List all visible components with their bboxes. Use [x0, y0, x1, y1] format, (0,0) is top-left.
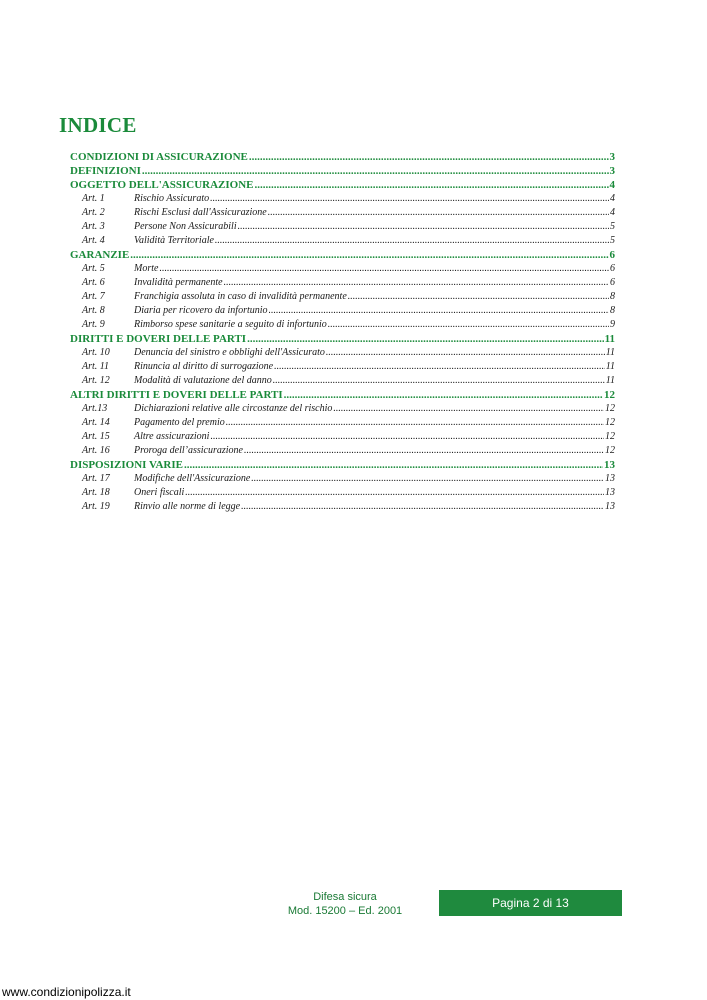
toc-dot-leader [185, 487, 604, 498]
table-of-contents [70, 151, 615, 515]
toc-page-number: 5 [610, 221, 615, 232]
toc-article-number: Art. 19 [82, 501, 110, 512]
toc-article-number: Art. 5 [82, 263, 105, 274]
toc-dot-leader [255, 179, 609, 191]
toc-dot-leader [273, 375, 605, 386]
toc-article-entry[interactable] [70, 221, 615, 235]
toc-dot-leader [244, 445, 604, 456]
toc-dot-leader [268, 207, 609, 218]
toc-article-number: Art. 8 [82, 305, 105, 316]
toc-dot-leader [238, 221, 609, 232]
toc-article-entry[interactable] [70, 305, 615, 319]
toc-entry-title: Rischi Esclusi dall'Assicurazione [134, 207, 267, 218]
page-number-label: Pagina 2 di 13 [492, 896, 569, 910]
toc-entry-title: DIRITTI E DOVERI DELLE PARTI [70, 333, 247, 345]
toc-section-entry[interactable] [70, 459, 615, 473]
toc-article-entry[interactable] [70, 361, 615, 375]
toc-page-number: 5 [610, 235, 615, 246]
toc-entry-title: Denuncia del sinistro e obblighi dell'Assicurato [134, 347, 325, 358]
toc-article-number: Art. 3 [82, 221, 105, 232]
toc-dot-leader [210, 431, 604, 442]
toc-entry-title: Modalità di valutazione del danno [134, 375, 272, 386]
toc-entry-title: Rinvio alle norme di legge [134, 501, 241, 512]
toc-article-number: Art. 12 [82, 375, 110, 386]
toc-entry-title: Modifiche dell'Assicurazione [134, 473, 251, 484]
toc-page-number: 4 [609, 179, 615, 191]
toc-article-number: Art. 18 [82, 487, 110, 498]
page-title: INDICE [59, 113, 137, 137]
toc-page-number: 12 [604, 389, 615, 401]
toc-entry-title: Rimborso spese sanitarie a seguito di infortunio [134, 319, 327, 330]
toc-article-entry[interactable] [70, 445, 615, 459]
toc-entry-title: DISPOSIZIONI VARIE [70, 459, 183, 471]
toc-dot-leader [241, 501, 604, 512]
toc-entry-title: Franchigia assoluta in caso di invalidità permanente [134, 291, 347, 302]
toc-entry-title: ALTRI DIRITTI E DOVERI DELLE PARTI [70, 389, 283, 401]
toc-page-number: 11 [605, 375, 615, 386]
toc-page-number: 13 [605, 487, 615, 498]
toc-dot-leader [328, 319, 609, 330]
toc-page-number: 12 [605, 417, 615, 428]
toc-section-entry[interactable] [70, 151, 615, 165]
toc-page-number: 13 [604, 459, 615, 471]
toc-page-number: 8 [610, 305, 615, 316]
toc-entry-title: OGGETTO DELL'ASSICURAZIONE [70, 179, 254, 191]
toc-dot-leader [284, 389, 603, 401]
toc-entry-title: Persone Non Assicurabili [134, 221, 237, 232]
toc-dot-leader [226, 417, 604, 428]
toc-page-number: 11 [605, 347, 615, 358]
toc-article-number: Art. 10 [82, 347, 110, 358]
toc-section-entry[interactable] [70, 179, 615, 193]
toc-page-number: 4 [610, 207, 615, 218]
toc-page-number: 12 [605, 445, 615, 456]
toc-article-entry[interactable] [70, 473, 615, 487]
toc-page-number: 6 [610, 277, 615, 288]
toc-article-entry[interactable] [70, 319, 615, 333]
toc-dot-leader [326, 347, 605, 358]
toc-page-number: 4 [610, 193, 615, 204]
toc-dot-leader [274, 361, 605, 372]
toc-article-number: Art. 6 [82, 277, 105, 288]
toc-article-entry[interactable] [70, 417, 615, 431]
toc-entry-title: Rischio Assicurato [134, 193, 210, 204]
toc-dot-leader [210, 193, 609, 204]
toc-article-number: Art. 4 [82, 235, 105, 246]
toc-dot-leader [159, 263, 609, 274]
toc-dot-leader [142, 165, 609, 177]
toc-article-entry[interactable] [70, 193, 615, 207]
toc-article-number: Art.13 [82, 403, 108, 414]
toc-page-number: 11 [605, 361, 615, 372]
toc-dot-leader [269, 305, 609, 316]
toc-dot-leader [348, 291, 609, 302]
toc-article-number: Art. 11 [82, 361, 110, 372]
toc-entry-title: Proroga dell’assicurazione [134, 445, 243, 456]
toc-dot-leader [247, 333, 604, 345]
toc-page-number: 8 [610, 291, 615, 302]
toc-article-number: Art. 1 [82, 193, 105, 204]
toc-article-entry[interactable] [70, 487, 615, 501]
toc-entry-title: DEFINIZIONI [70, 165, 141, 177]
page-number-badge [439, 890, 622, 916]
toc-page-number: 3 [609, 165, 615, 177]
toc-entry-title: Morte [134, 263, 159, 274]
toc-article-entry[interactable] [70, 263, 615, 277]
toc-entry-title: Rinuncia al diritto di surrogazione [134, 361, 274, 372]
toc-article-number: Art. 14 [82, 417, 110, 428]
toc-article-entry[interactable] [70, 235, 615, 249]
footer-model-edition: Mod. 15200 – Ed. 2001 [287, 905, 403, 917]
toc-article-entry[interactable] [70, 375, 615, 389]
toc-page-number: 11 [604, 333, 615, 345]
toc-dot-leader [215, 235, 609, 246]
toc-section-entry[interactable] [70, 165, 615, 179]
toc-article-entry[interactable] [70, 347, 615, 361]
toc-article-entry[interactable] [70, 291, 615, 305]
toc-article-entry[interactable] [70, 277, 615, 291]
toc-article-number: Art. 15 [82, 431, 110, 442]
footer-product-info [270, 890, 420, 918]
toc-entry-title: Diaria per ricovero da infortunio [134, 305, 268, 316]
toc-dot-leader [249, 151, 609, 163]
toc-dot-leader [130, 249, 608, 261]
toc-entry-title: Dichiarazioni relative alle circostanze del rischio [134, 403, 333, 414]
toc-entry-title: Validità Territoriale [134, 235, 214, 246]
toc-page-number: 12 [605, 403, 615, 414]
toc-article-number: Art. 2 [82, 207, 105, 218]
toc-dot-leader [333, 403, 604, 414]
toc-entry-title: Altre assicurazioni [134, 431, 210, 442]
toc-entry-title: Oneri fiscali [134, 487, 185, 498]
toc-article-number: Art. 7 [82, 291, 105, 302]
footer-product-name: Difesa sicura [313, 891, 377, 903]
toc-article-entry[interactable] [70, 501, 615, 515]
toc-section-entry[interactable] [70, 389, 615, 403]
toc-page-number: 9 [610, 319, 615, 330]
toc-page-number: 3 [609, 151, 615, 163]
toc-article-number: Art. 16 [82, 445, 110, 456]
toc-page-number: 13 [605, 473, 615, 484]
toc-article-entry[interactable] [70, 207, 615, 221]
toc-page-number: 13 [605, 501, 615, 512]
toc-article-entry[interactable] [70, 431, 615, 445]
toc-dot-leader [251, 473, 604, 484]
toc-entry-title: GARANZIE [70, 249, 130, 261]
toc-page-number: 6 [609, 249, 615, 261]
website-watermark: www.condizionipolizza.it [2, 985, 131, 999]
toc-entry-title: Pagamento del premio [134, 417, 225, 428]
toc-dot-leader [224, 277, 609, 288]
toc-article-number: Art. 17 [82, 473, 110, 484]
toc-section-entry[interactable] [70, 249, 615, 263]
toc-dot-leader [184, 459, 603, 471]
toc-entry-title: CONDIZIONI DI ASSICURAZIONE [70, 151, 248, 163]
toc-page-number: 6 [610, 263, 615, 274]
toc-section-entry[interactable] [70, 333, 615, 347]
toc-article-number: Art. 9 [82, 319, 105, 330]
toc-entry-title: Invalidità permanente [134, 277, 223, 288]
toc-page-number: 12 [605, 431, 615, 442]
toc-article-entry[interactable] [70, 403, 615, 417]
